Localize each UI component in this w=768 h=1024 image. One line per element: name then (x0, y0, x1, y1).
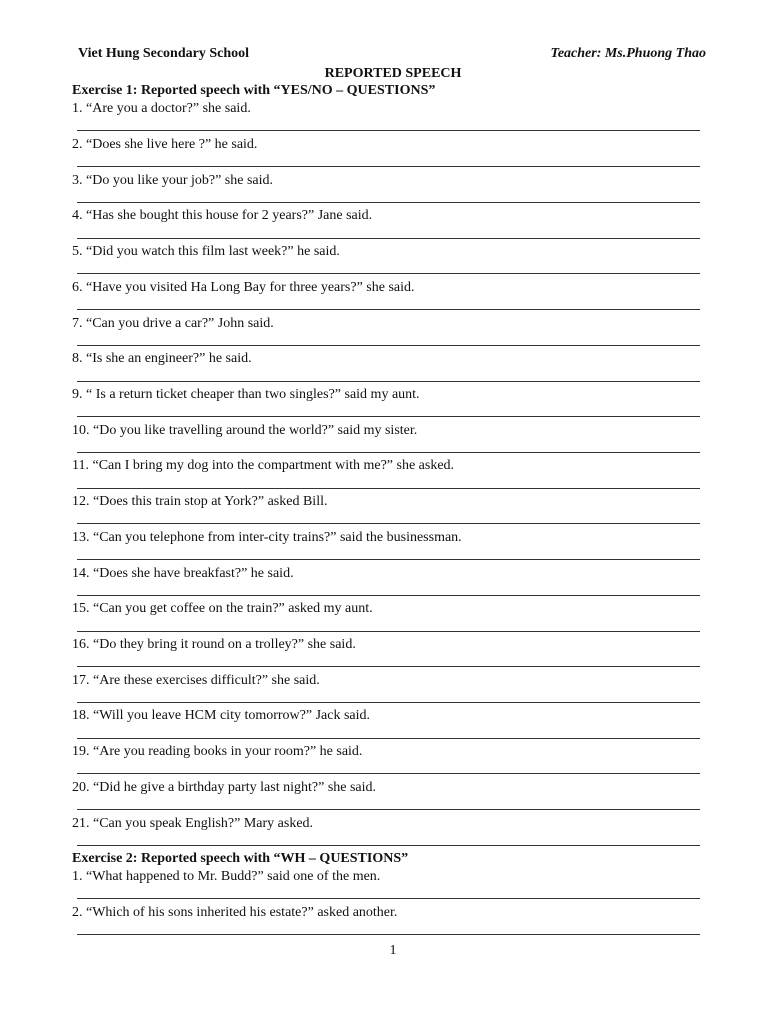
exercise-1-question-19: 19. “Are you reading books in your room?” he said. (72, 744, 363, 759)
answer-line[interactable] (77, 631, 700, 632)
answer-line[interactable] (77, 452, 700, 453)
exercise-1-question-13: 13. “Can you telephone from inter-city trains?” said the businessman. (72, 530, 462, 545)
answer-line[interactable] (77, 595, 700, 596)
page-title: REPORTED SPEECH (324, 66, 462, 81)
page-number: 1 (389, 943, 397, 958)
answer-line[interactable] (77, 202, 700, 203)
answer-line[interactable] (77, 238, 700, 239)
exercise-1-question-14: 14. “Does she have breakfast?” he said. (72, 566, 294, 581)
exercise-1-heading: Exercise 1: Reported speech with “YES/NO – QUESTIONS” (72, 83, 436, 98)
answer-line[interactable] (77, 738, 700, 739)
exercise-1-question-12: 12. “Does this train stop at York?” asked Bill. (72, 494, 328, 509)
answer-line[interactable] (77, 666, 700, 667)
exercise-2-question-1: 1. “What happened to Mr. Budd?” said one of the men. (72, 869, 381, 884)
exercise-1-question-15: 15. “Can you get coffee on the train?” asked my aunt. (72, 601, 373, 616)
exercise-1-question-18: 18. “Will you leave HCM city tomorrow?” Jack said. (72, 708, 371, 723)
answer-line[interactable] (77, 845, 700, 846)
exercise-2-question-2: 2. “Which of his sons inherited his estate?” asked another. (72, 905, 398, 920)
answer-line[interactable] (77, 809, 700, 810)
exercise-1-question-20: 20. “Did he give a birthday party last night?” she said. (72, 780, 377, 795)
answer-line[interactable] (77, 934, 700, 935)
exercise-1-question-3: 3. “Do you like your job?” she said. (72, 173, 274, 188)
exercise-1-question-4: 4. “Has she bought this house for 2 years?” Jane said. (72, 208, 373, 223)
answer-line[interactable] (77, 773, 700, 774)
exercise-1-question-16: 16. “Do they bring it round on a trolley?” she said. (72, 637, 356, 652)
answer-line[interactable] (77, 273, 700, 274)
exercise-1-question-5: 5. “Did you watch this film last week?” he said. (72, 244, 340, 259)
exercise-1-question-1: 1. “Are you a doctor?” she said. (72, 101, 251, 116)
exercise-1-question-9: 9. “ Is a return ticket cheaper than two singles?” said my aunt. (72, 387, 420, 402)
exercise-1-question-11: 11. “Can I bring my dog into the compartment with me?” she asked. (72, 458, 455, 473)
exercise-1-question-8: 8. “Is she an engineer?” he said. (72, 351, 252, 366)
answer-line[interactable] (77, 559, 700, 560)
answer-line[interactable] (77, 381, 700, 382)
answer-line[interactable] (77, 345, 700, 346)
exercise-2-heading: Exercise 2: Reported speech with “WH – QUESTIONS” (72, 851, 409, 866)
answer-line[interactable] (77, 130, 700, 131)
answer-line[interactable] (77, 523, 700, 524)
exercise-1-question-2: 2. “Does she live here ?” he said. (72, 137, 258, 152)
answer-line[interactable] (77, 488, 700, 489)
school-name: Viet Hung Secondary School (78, 46, 249, 61)
exercise-1-question-10: 10. “Do you like travelling around the world?” said my sister. (72, 423, 418, 438)
answer-line[interactable] (77, 702, 700, 703)
answer-line[interactable] (77, 309, 700, 310)
exercise-1-question-21: 21. “Can you speak English?” Mary asked. (72, 816, 314, 831)
answer-line[interactable] (77, 898, 700, 899)
answer-line[interactable] (77, 416, 700, 417)
exercise-1-question-7: 7. “Can you drive a car?” John said. (72, 316, 274, 331)
exercise-1-question-17: 17. “Are these exercises difficult?” she said. (72, 673, 320, 688)
exercise-1-question-6: 6. “Have you visited Ha Long Bay for three years?” she said. (72, 280, 415, 295)
answer-line[interactable] (77, 166, 700, 167)
teacher-name: Teacher: Ms.Phuong Thao (550, 46, 706, 61)
